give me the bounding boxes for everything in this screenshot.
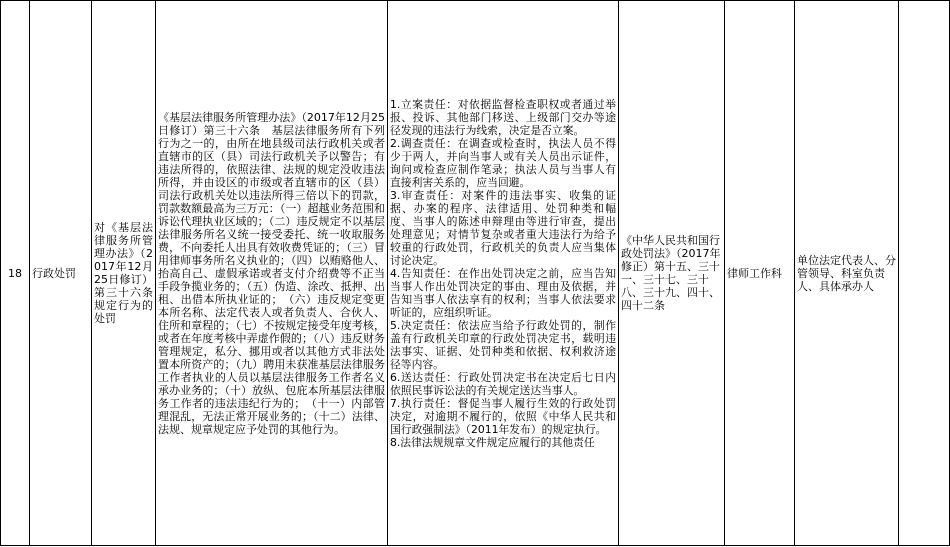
power-name-cell (30, 1, 92, 546)
row-number: 18 (8, 266, 22, 280)
responsibility-item: 1.立案责任：对依据监督检查职权或者通过举报、投诉、其他部门移送、上级部门交办等途径发现的违法行为线索，决定是否立案。 (390, 97, 616, 137)
power-basis: 对《基层法律服务所管理办法》（2017年12月25日修订）第三十六条规定行为的处罚 (94, 221, 153, 325)
basis-cell (92, 1, 156, 546)
row-number-cell (1, 1, 30, 546)
responsibility-item: 8.法律法规规章文件规定应履行的其他责任 (390, 435, 595, 449)
responsibility-item: 2.调查责任：在调查或检查时，执法人员不得少于两人，并向当事人或有关人员出示证件，询问或检查应制作笔录；执法人员与当事人有直接利害关系的，应当回避。 (390, 136, 616, 189)
responsible-person-cell (795, 1, 899, 546)
department-cell (725, 1, 795, 546)
accountability-law-cell (619, 1, 725, 546)
responsibility-cell (388, 1, 619, 546)
responsibility-item: 4.告知责任：在作出处罚决定之前，应当告知当事人作出处罚决定的事由、理由及依据，并告知当事人依法享有的权利；当事人依法要求听证的，应组织听证。 (390, 266, 616, 319)
table-row (1, 1, 950, 546)
responsibility-item: 3.审查责任：对案件的违法事实、收集的证据、办案的程序、法律适用、处罚种类和幅度、当事人的陈述申辩理由等进行审查，提出处理意见；对情节复杂或者重大违法行为给予较重的行政处罚，行政机关的负责人应当集体讨论决定。 (390, 188, 616, 267)
responsible-persons: 单位法定代表人、分管领导、科室负责人、具体承办人 (797, 253, 896, 293)
power-name: 行政处罚 (32, 266, 76, 280)
responsibility-item: 7.执行责任：督促当事人履行生效的行政处罚决定，对逾期不履行的，依照《中华人民共和国行政强制法》（2011年发布）的规定执行。 (390, 396, 616, 436)
legal-text: 《基层法律服务所管理办法》（2017年12月25日修订）第三十六条 基层法律服务所有下列行为之一的，由所在地县级司法行政机关或者直辖市的区（县）司法行政机关予以警告；有违法所得的，依照法律、法规的规定没收违法所得，并由设区的市级或者直辖市的区（县）司法行政机关处以违法所得三倍以下的罚款，罚款数额最高为三万元：（一）超越业务范围和诉讼代理执业区域的；（二）违反规定不以基层法律服务所名义统一接受委托、统一收取服务费，不向委托人出具有效收费凭证的；（三）冒用律师事务所名义执业的；（四）以贿赂他人、抬高自己、虚假承诺或者支付介绍费等不正当手段争揽业务的；（五）伪造、涂改、抵押、出租、出借本所执业证的； （六）违反规定变更本所名称、法定代表人或者负责人、合伙人、住所和章程的；（七）不按规定接受年度考核，或者在年度考核中弄虚作假的；（八）违反财务管理规定，私分、挪用或者以其他方式非法处置本所资产的；（九）聘用未获准基层法律服务工作者执业的人员以基层法律服务工作者名义承办业务的；（十）放纵、包庇本所基层法律服务工作者的违法违纪行为的； （十一）内部管理混乱，无法正常开展业务的；（十二）法律、法规、规章规定应予处罚的其他行为。 (158, 110, 385, 436)
department: 律师工作科 (727, 266, 782, 280)
responsibility-item: 5.决定责任：依法应当给予行政处罚的，制作盖有行政机关印章的行政处罚决定书，载明违法事实、证据、处罚种类和依据、权利救济途径等内容。 (390, 318, 616, 371)
accountability-law: 《中华人民共和国行政处罚法》（2017年修正）第十五、三十一、三十七、三十八、三十九、四十、四十二条 (621, 234, 721, 312)
legal-text-cell (156, 1, 388, 546)
remark-cell (899, 1, 950, 546)
responsibility-item: 6.送达责任：行政处罚决定书在决定后七日内依照民事诉讼法的有关规定送达当事人。 (390, 370, 616, 397)
